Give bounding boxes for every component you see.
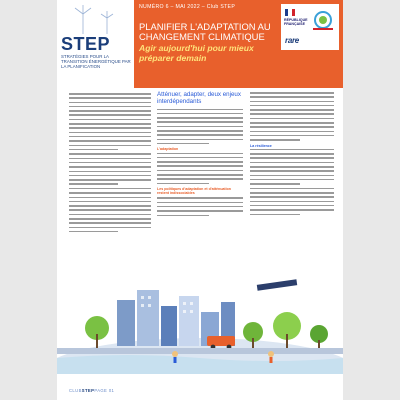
page-subtitle: Agir aujourd'hui pour mieux préparer demain — [139, 43, 254, 63]
text-block — [250, 149, 334, 185]
footer-brand: STEP — [81, 388, 95, 393]
text-block — [157, 153, 243, 185]
rare-logo: rare — [285, 36, 299, 45]
text-block — [250, 188, 334, 215]
page-title: PLANIFIER L'ADAPTATION AU CHANGEMENT CLIMATIQUE — [139, 21, 271, 42]
section-heading: Atténuer, adapter, deux enjeux interdépendants — [157, 91, 241, 105]
highlight-term: L'adaptation — [157, 147, 179, 152]
column-1 — [69, 93, 151, 235]
header-brand-area — [57, 0, 134, 88]
column-3 — [250, 92, 334, 218]
column-2 — [157, 92, 243, 219]
text-block — [157, 109, 243, 145]
issue-line: NUMÉRO 6 – MAI 2022 – Club STEP — [139, 4, 236, 10]
partner-logos — [281, 4, 339, 50]
newsletter-page — [57, 0, 343, 400]
text-block — [250, 92, 334, 141]
french-flag-icon — [285, 9, 295, 16]
step-logo: STEP — [61, 34, 111, 54]
text-block — [69, 93, 151, 150]
text-block — [69, 188, 151, 232]
text-block — [69, 153, 151, 185]
highlight-term: Les politiques d'adaptation et d'atténuation restent indissociables — [157, 186, 231, 196]
city-illustration — [57, 262, 343, 374]
republique-francaise-label: RÉPUBLIQUE FRANÇAISE — [284, 18, 308, 26]
text-block — [157, 197, 243, 216]
ademe-logo-icon — [311, 8, 335, 32]
highlight-term: La résilience — [250, 143, 272, 148]
page-footer — [69, 388, 114, 393]
wind-turbine-icon — [61, 2, 131, 36]
footer-prefix: CLUB — [69, 388, 82, 393]
step-tagline: STRATÉGIES POUR LA TRANSITION ÉNERGÉTIQUE PAR LA PLANIFICATION — [61, 54, 131, 69]
footer-page: PAGE 01 — [94, 388, 115, 393]
